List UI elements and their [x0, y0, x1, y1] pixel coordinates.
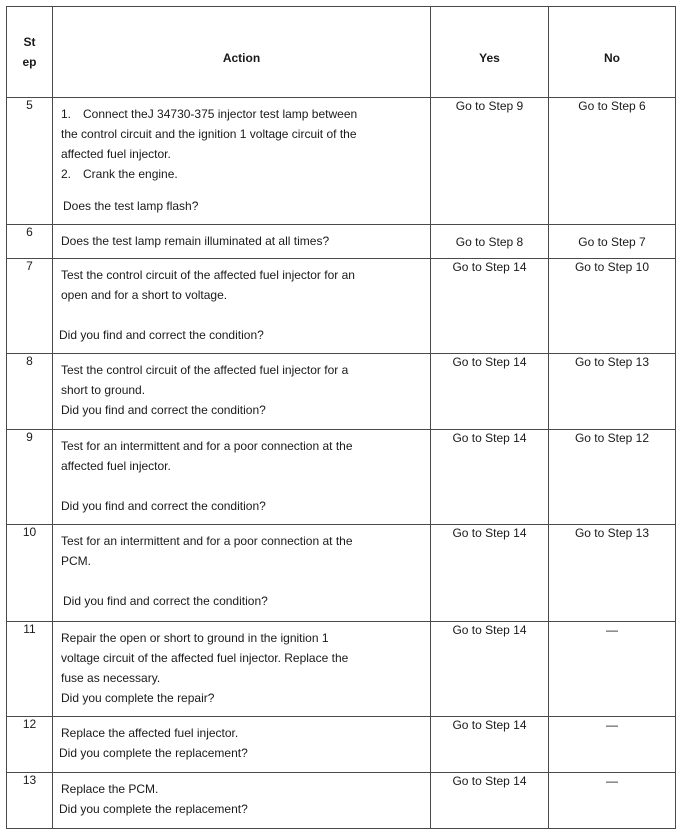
no-result: —	[549, 773, 676, 829]
no-result: Go to Step 7	[549, 225, 676, 259]
header-no: No	[549, 7, 676, 98]
action-text-line: Test for an intermittent and for a poor connection at the	[61, 534, 353, 548]
action-cell	[53, 525, 431, 622]
action-question: Did you complete the repair?	[61, 691, 215, 705]
action-text-line: Replace the PCM.	[61, 782, 159, 796]
yes-result: Go to Step 14	[431, 430, 549, 525]
step-number: 6	[7, 225, 53, 259]
yes-result: Go to Step 9	[431, 98, 549, 225]
table-row	[7, 622, 676, 717]
list-item: affected fuel injector.	[61, 147, 171, 161]
action-text-line: affected fuel injector.	[61, 459, 171, 473]
list-item: 1. Connect theJ 34730-375 injector test lamp between	[61, 107, 358, 121]
table-row	[7, 259, 676, 354]
action-cell	[53, 98, 431, 225]
action-cell	[53, 354, 431, 430]
step-number: 8	[7, 354, 53, 430]
action-cell	[53, 717, 431, 773]
action-question: Did you complete the replacement?	[59, 746, 248, 760]
header-step	[7, 7, 53, 98]
table-row	[7, 773, 676, 829]
action-text-line: Test the control circuit of the affected fuel injector for a	[61, 363, 349, 377]
action-text-line: short to ground.	[61, 383, 146, 397]
step-number: 9	[7, 430, 53, 525]
action-question: Did you find and correct the condition?	[61, 499, 266, 513]
yes-result: Go to Step 14	[431, 525, 549, 622]
table-row	[7, 717, 676, 773]
action-text-line: PCM.	[61, 554, 91, 568]
table-row	[7, 225, 676, 259]
step-number: 7	[7, 259, 53, 354]
header-row	[7, 7, 676, 98]
step-number: 10	[7, 525, 53, 622]
no-result: Go to Step 10	[549, 259, 676, 354]
step-number: 11	[7, 622, 53, 717]
action-text-line: Replace the affected fuel injector.	[61, 726, 239, 740]
yes-result: Go to Step 14	[431, 259, 549, 354]
action-cell	[53, 430, 431, 525]
action-steps-list	[61, 104, 422, 184]
yes-result: Go to Step 14	[431, 717, 549, 773]
action-cell	[53, 622, 431, 717]
header-action: Action	[53, 7, 431, 98]
diagnostic-table	[6, 6, 676, 829]
action-text-line: Repair the open or short to ground in the ignition 1	[61, 631, 329, 645]
no-result: Go to Step 13	[549, 525, 676, 622]
action-text-line: open and for a short to voltage.	[61, 288, 228, 302]
step-number: 13	[7, 773, 53, 829]
action-cell	[53, 259, 431, 354]
action-text-line: fuse as necessary.	[61, 671, 161, 685]
table-row	[7, 430, 676, 525]
action-text-line: Test for an intermittent and for a poor connection at the	[61, 439, 353, 453]
step-number: 5	[7, 98, 53, 225]
step-number: 12	[7, 717, 53, 773]
no-result: Go to Step 12	[549, 430, 676, 525]
yes-result: Go to Step 14	[431, 354, 549, 430]
yes-result: Go to Step 14	[431, 773, 549, 829]
action-text-line: voltage circuit of the affected fuel injector. Replace the	[61, 651, 349, 665]
action-question: Did you find and correct the condition?	[61, 403, 266, 417]
header-step-line1: St	[23, 35, 36, 49]
no-result: Go to Step 6	[549, 98, 676, 225]
no-result: —	[549, 622, 676, 717]
table-row	[7, 525, 676, 622]
list-item: the control circuit and the ignition 1 voltage circuit of the	[61, 127, 357, 141]
header-yes: Yes	[431, 7, 549, 98]
action-text-line: Test the control circuit of the affected fuel injector for an	[61, 268, 355, 282]
action-question: Did you find and correct the condition?	[59, 328, 264, 342]
no-result: —	[549, 717, 676, 773]
action-question: Did you find and correct the condition?	[63, 594, 268, 608]
action-question: Did you complete the replacement?	[59, 802, 248, 816]
action-question: Does the test lamp flash?	[63, 199, 199, 213]
list-item: 2. Crank the engine.	[61, 167, 178, 181]
table-row	[7, 98, 676, 225]
header-step-line2: ep	[22, 55, 37, 69]
action-cell	[53, 225, 431, 259]
table-row	[7, 354, 676, 430]
no-result: Go to Step 13	[549, 354, 676, 430]
action-cell	[53, 773, 431, 829]
yes-result: Go to Step 14	[431, 622, 549, 717]
yes-result: Go to Step 8	[431, 225, 549, 259]
action-question: Does the test lamp remain illuminated at all times?	[61, 234, 330, 248]
